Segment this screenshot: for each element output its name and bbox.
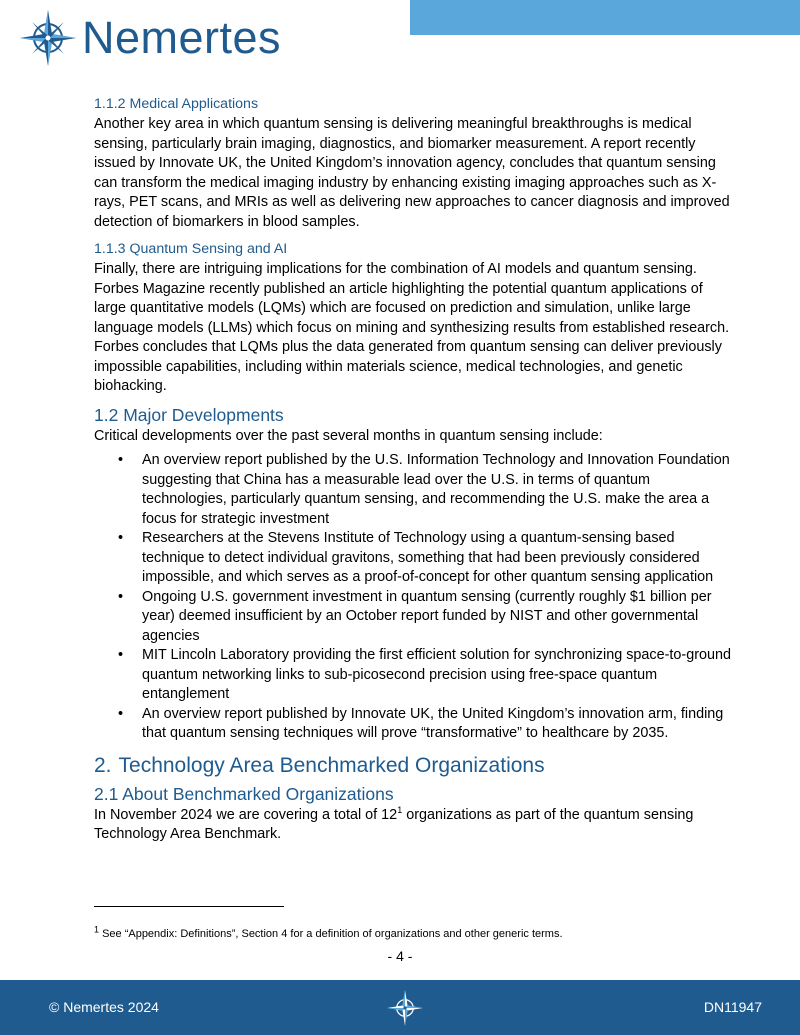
list-item-text: An overview report published by Innovate UK, the United Kingdom’s innovation arm, finding that quantum sensing techniques will prove “transformative” to healthcare by 2035. xyxy=(142,705,724,741)
section-number: 2. xyxy=(94,753,112,777)
footnote xyxy=(94,924,563,941)
logo xyxy=(18,8,281,68)
section-heading-medical: 1.1.2 Medical Applications xyxy=(94,96,259,112)
section-heading-major-developments: 1.2 Major Developments xyxy=(94,404,284,425)
paragraph-about-start: In November 2024 we are covering a total of 12 xyxy=(94,806,398,823)
paragraph-ai: Finally, there are intriguing implications for the combination of AI models and quantum sensing. Forbes Magazine recently published an article highlighting the potential quantum applications of large quantitative models (LQMs) which are focused on prediction and simulation, unlike large language models (LLMs) which focus on mining and synthesizing results from established research. Forbes concludes that LQMs plus the data generated from quantum sensing can deliver previously impossible capabilities, including within materials science, medical technologies, and genetic biohacking. xyxy=(94,261,730,394)
section-heading-about-benchmarked: 2.1 About Benchmarked Organizations xyxy=(94,783,394,804)
footnote-text: See “Appendix: Definitions”, Section 4 for a definition of organizations and other generic terms. xyxy=(99,928,563,940)
bullet-icon: • xyxy=(118,647,124,663)
bullet-icon: • xyxy=(118,530,124,546)
list-item-text: MIT Lincoln Laboratory providing the first efficient solution for synchronizing space-to-ground quantum networking links to sub-picosecond precision using free-space quantum entanglement xyxy=(142,647,731,702)
footnote-marker: 1 xyxy=(94,924,100,935)
section-heading-benchmarked-organizations xyxy=(94,752,734,780)
page-number: - 4 - xyxy=(387,948,413,964)
compass-star-icon xyxy=(18,8,78,68)
list-item-text: Researchers at the Stevens Institute of Technology using a quantum-sensing based technique to detect individual gravitons, something that had been previously considered impossible, and which serves as a proof-of-concept for other quantum sensing application xyxy=(142,530,714,585)
list-item xyxy=(94,588,734,647)
bullet-icon: • xyxy=(118,452,124,468)
bullet-icon: • xyxy=(118,705,124,722)
footer-copyright: © Nemertes 2024 xyxy=(49,999,159,1015)
paragraph-about-end: organizations as part of the quantum sensing Technology Area Benchmark. xyxy=(94,806,694,842)
paragraph-about xyxy=(94,806,734,845)
footnote-divider xyxy=(94,906,284,907)
section-title: Technology Area Benchmarked Organizations xyxy=(118,753,545,777)
list-item xyxy=(94,646,734,705)
header-accent-bar xyxy=(410,0,800,35)
section-heading-ai: 1.1.3 Quantum Sensing and AI xyxy=(94,241,288,257)
list-item xyxy=(94,451,734,529)
document-body xyxy=(94,93,734,845)
logo-text: Nemertes xyxy=(82,12,282,63)
paragraph-medical: Another key area in which quantum sensing is delivering meaningful breakthroughs is medical sensing, particularly brain imaging, diagnostics, and biomarker measurement. A report recently issued by Innovate UK, the United Kingdom’s innovation agency, concludes that quantum sensing can transform the medical imaging industry by enhancing existing imaging approaches such as X-rays, PET scans, and MRIs as well as delivering new approaches to cancer diagnosis and improved detection of biomarkers in blood samples. xyxy=(94,116,730,230)
footnote-reference[interactable]: 1 xyxy=(397,804,403,815)
footer-doc-id: DN11947 xyxy=(703,999,762,1015)
list-item xyxy=(94,529,734,588)
paragraph-major-intro: Critical developments over the past several months in quantum sensing include: xyxy=(94,427,603,444)
list-item-text: Ongoing U.S. government investment in quantum sensing (currently roughly $1 billion per year) deemed insufficient by an October report funded by NIST and other governmental agencies xyxy=(142,588,712,644)
footer xyxy=(0,980,800,1035)
list-item xyxy=(94,705,734,744)
bullet-icon: • xyxy=(118,588,124,605)
developments-list xyxy=(94,451,734,744)
list-item-text: An overview report published by the U.S. Information Technology and Innovation Foundation suggesting that China has a measurable lead over the U.S. in terms of quantum technologies, particularly quantum sensing, and recommending the U.S. make the area a focus for strategic investment xyxy=(142,452,730,527)
compass-star-icon xyxy=(386,989,424,1027)
